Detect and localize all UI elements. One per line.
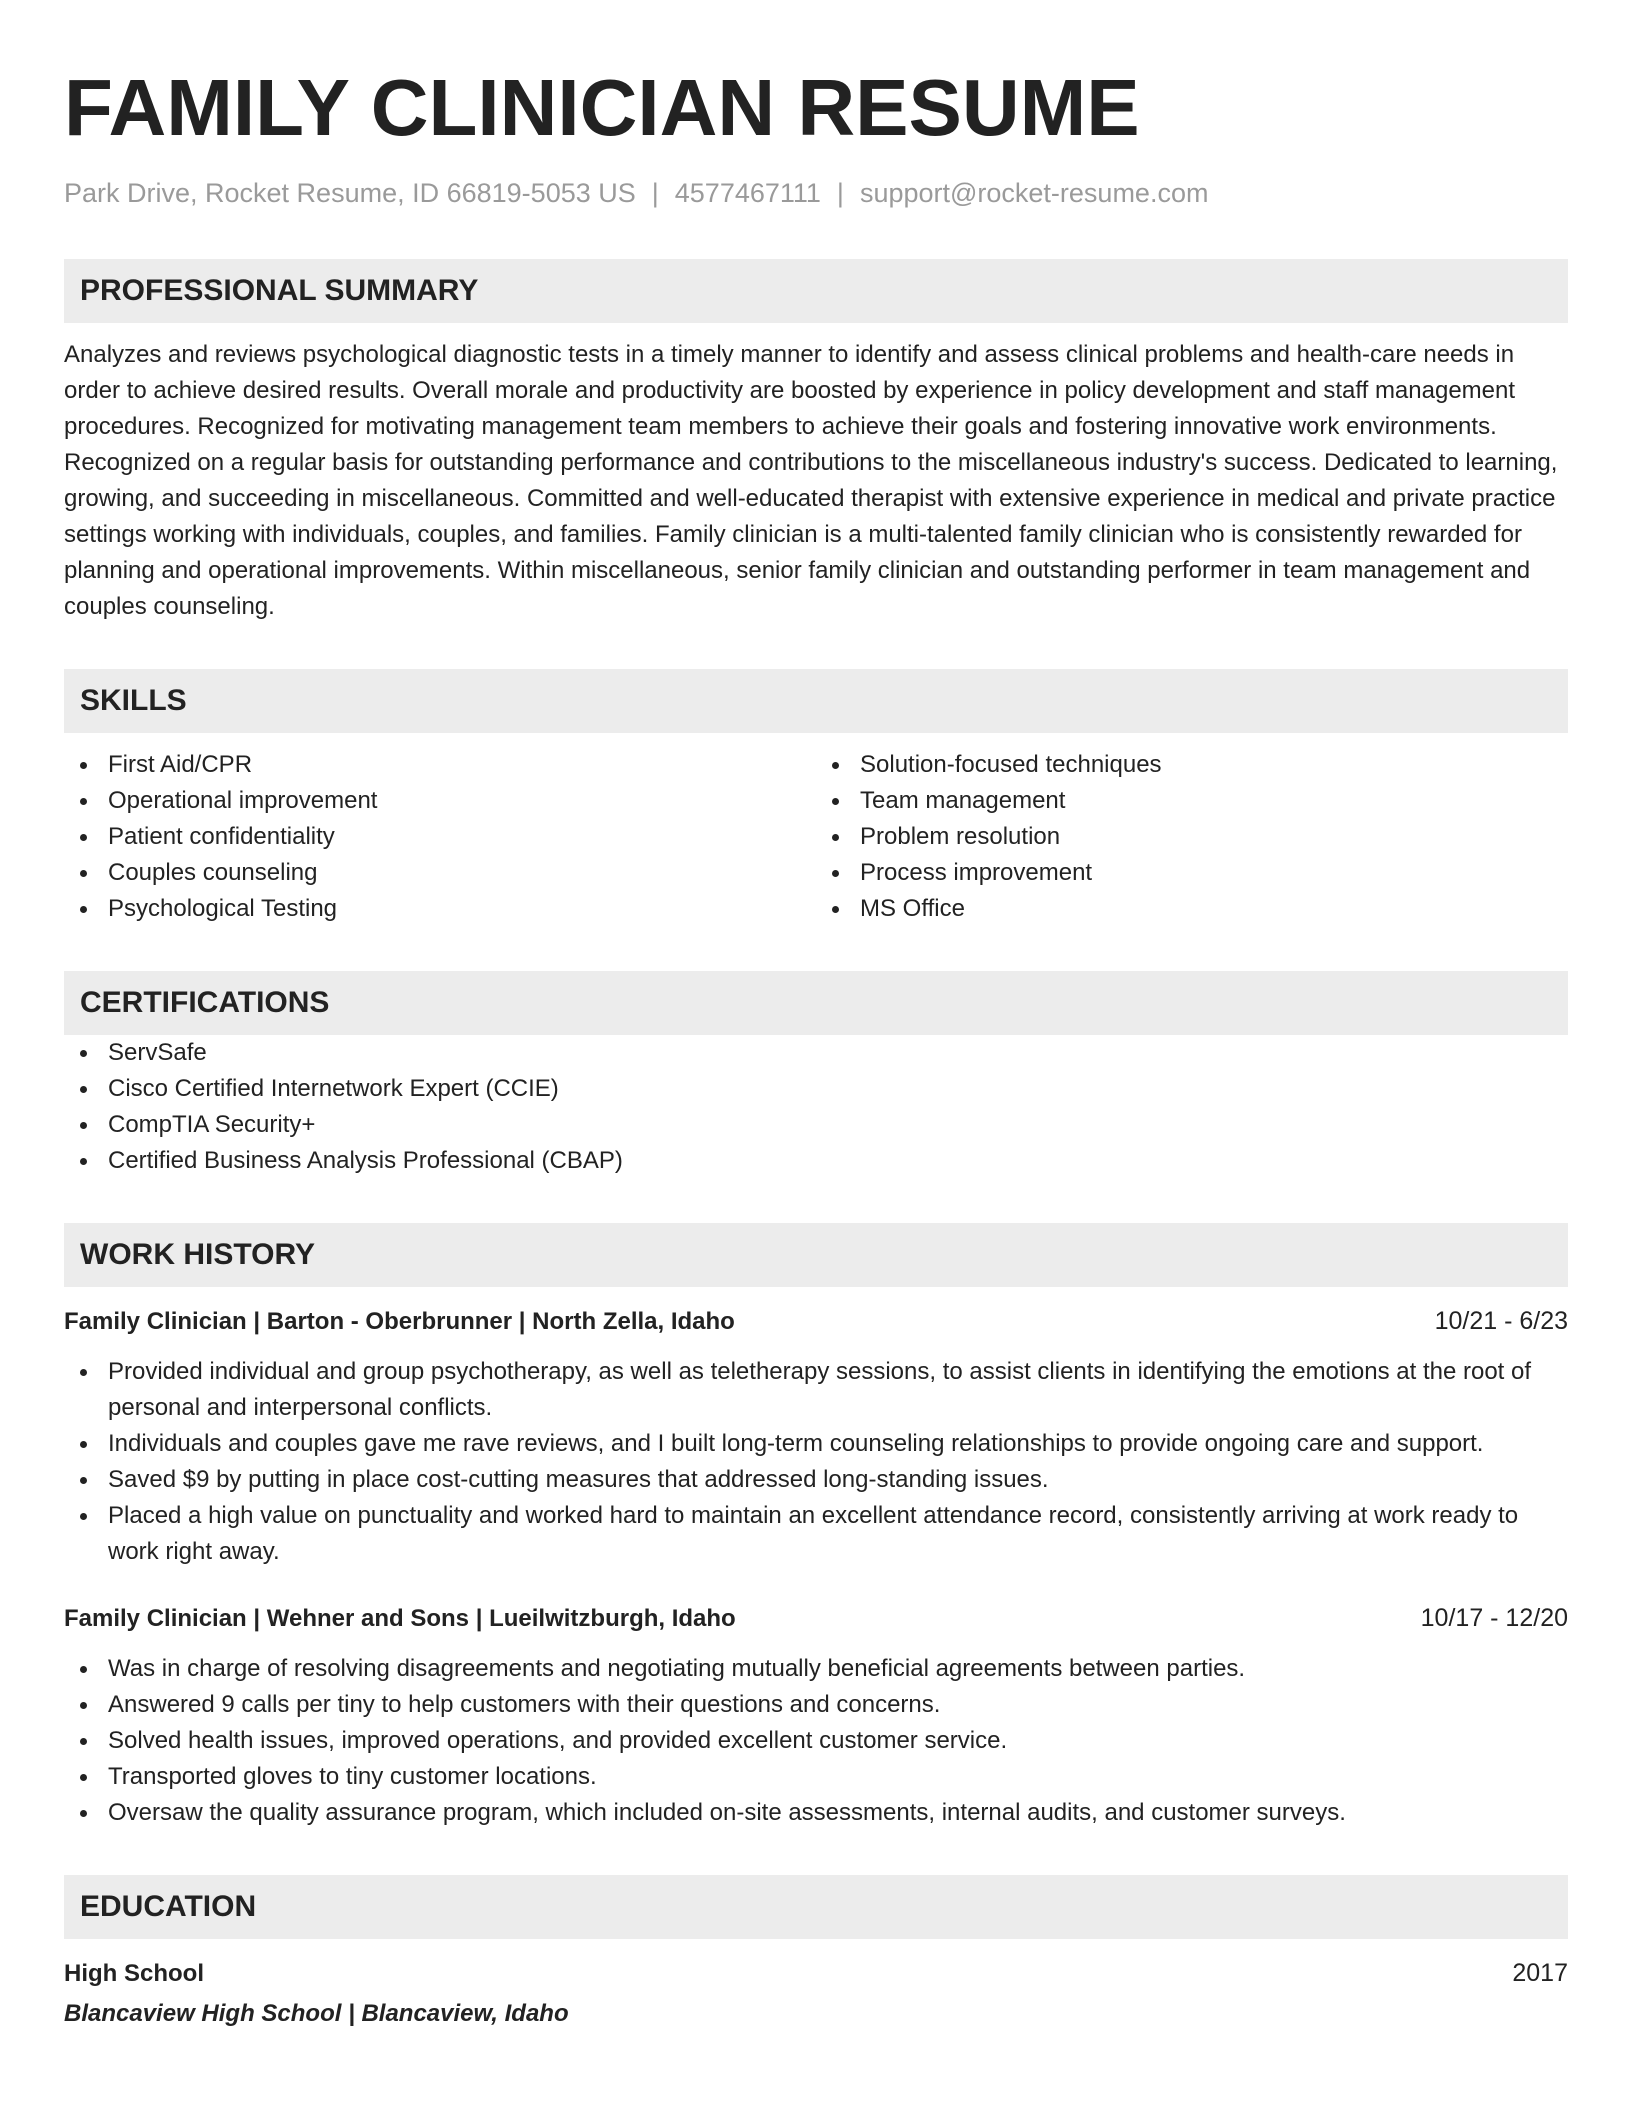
job-bullet: Answered 9 calls per tiny to help customers with their questions and concerns.: [64, 1687, 1568, 1723]
job-bullets: [64, 1354, 1568, 1570]
skills-column-left: [64, 747, 816, 927]
job-bullet: Saved $9 by putting in place cost-cutting measures that addressed long-standing issues.: [64, 1462, 1568, 1498]
job-bullet: Solved health issues, improved operations, and provided excellent customer service.: [64, 1723, 1568, 1759]
certification-item: CompTIA Security+: [64, 1107, 1568, 1143]
summary-text: Analyzes and reviews psychological diagnostic tests in a timely manner to identify and assess clinical problems and health-care needs in order to achieve desired results. Overall morale and productivity are boosted by experience in policy development and staff management procedures. Recognized for motivating management team members to achieve their goals and fostering innovative work environments. Recognized on a regular basis for outstanding performance and contributions to the miscellaneous industry's success. Dedicated to learning, growing, and succeeding in miscellaneous. Committed and well-educated therapist with extensive experience in medical and private practice settings working with individuals, couples, and families. Family clinician is a multi-talented family clinician who is consistently rewarded for planning and operational improvements. Within miscellaneous, senior family clinician and outstanding performer in team management and couples counseling.: [64, 341, 1558, 620]
certification-item: Cisco Certified Internetwork Expert (CCIE): [64, 1071, 1568, 1107]
skill-item: Problem resolution: [816, 819, 1568, 855]
education-entry: [64, 1955, 1568, 2032]
job-bullet: Individuals and couples gave me rave reviews, and I built long-term counseling relationships to provide ongoing care and support.: [64, 1426, 1568, 1462]
job-bullets: [64, 1651, 1568, 1831]
skill-item: Process improvement: [816, 855, 1568, 891]
education-school: Blancaview High School | Blancaview, Idaho: [64, 2000, 569, 2027]
skill-item: Psychological Testing: [64, 891, 816, 927]
skill-item: Team management: [816, 783, 1568, 819]
skills-column-right: [816, 747, 1568, 927]
job-entry: [64, 1303, 1568, 1570]
certifications-list: [64, 1035, 1568, 1179]
job-title: Family Clinician | Wehner and Sons | Lueilwitzburgh, Idaho: [64, 1605, 736, 1632]
job-bullet: Provided individual and group psychotherapy, as well as teletherapy sessions, to assist clients in identifying the emotions at the root of personal and interpersonal conflicts.: [64, 1354, 1568, 1426]
skill-item: Solution-focused techniques: [816, 747, 1568, 783]
section-header-summary: PROFESSIONAL SUMMARY: [64, 259, 1568, 323]
section-header-skills: SKILLS: [64, 669, 1568, 733]
skill-item: Patient confidentiality: [64, 819, 816, 855]
skill-item: First Aid/CPR: [64, 747, 816, 783]
job-header: [64, 1303, 1568, 1340]
contact-address: Park Drive, Rocket Resume, ID 66819-5053 US: [64, 178, 636, 208]
certification-item: Certified Business Analysis Professional (CBAP): [64, 1143, 1568, 1179]
job-entry: [64, 1600, 1568, 1831]
skill-item: Operational improvement: [64, 783, 816, 819]
job-title: Family Clinician | Barton - Oberbrunner | North Zella, Idaho: [64, 1308, 735, 1335]
section-header-certifications: CERTIFICATIONS: [64, 971, 1568, 1035]
job-bullet: Was in charge of resolving disagreements and negotiating mutually beneficial agreements between parties.: [64, 1651, 1568, 1687]
contact-phone: 4577467111: [674, 178, 821, 208]
contact-line: [64, 178, 1568, 209]
skill-item: MS Office: [816, 891, 1568, 927]
skills-grid: [64, 747, 1568, 927]
section-header-work-history: WORK HISTORY: [64, 1223, 1568, 1287]
education-header: [64, 1955, 1568, 1992]
section-header-education: EDUCATION: [64, 1875, 1568, 1939]
job-dates: 10/21 - 6/23: [1434, 1307, 1568, 1335]
job-header: [64, 1600, 1568, 1637]
resume-title: FAMILY CLINICIAN RESUME: [64, 63, 1140, 152]
contact-email: support@rocket-resume.com: [859, 178, 1209, 208]
skill-item: Couples counseling: [64, 855, 816, 891]
certification-item: ServSafe: [64, 1035, 1568, 1071]
job-bullet: Placed a high value on punctuality and worked hard to maintain an excellent attendance record, consistently arriving at work ready to work right away.: [64, 1498, 1568, 1570]
job-bullet: Oversaw the quality assurance program, which included on-site assessments, internal audits, and customer surveys.: [64, 1795, 1568, 1831]
job-dates: 10/17 - 12/20: [1420, 1604, 1568, 1632]
contact-separator: |: [836, 178, 844, 208]
contact-separator: |: [651, 178, 659, 208]
education-year: 2017: [1512, 1959, 1568, 1987]
job-bullet: Transported gloves to tiny customer locations.: [64, 1759, 1568, 1795]
education-degree: High School: [64, 1960, 204, 1987]
